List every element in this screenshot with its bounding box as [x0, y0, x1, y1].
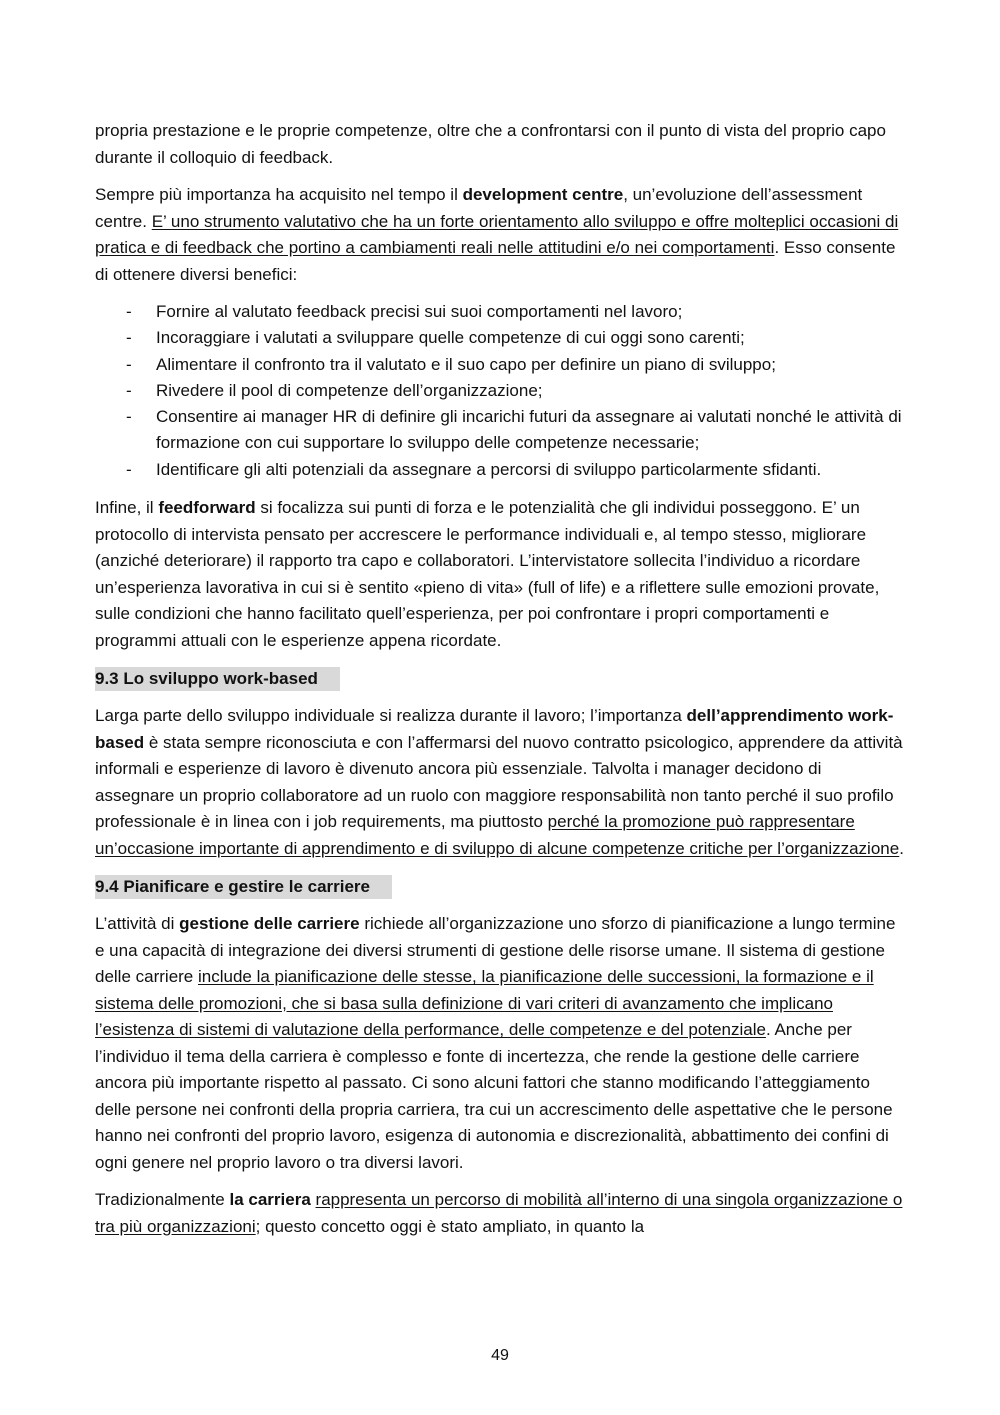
list-bullet: -: [126, 302, 132, 321]
term-career: la carriera: [229, 1190, 311, 1210]
list-bullet: -: [126, 407, 132, 427]
paragraph-feedforward: Infine, il feedforward si focalizza sui punti di forza e le potenzialità che gli individui posseggono. E’ un protocollo di intervista pensato per accrescere le performance individuali e, al tempo stesso, migliorare (anziché deteriorare) il rapporto tra capo e collaboratori. L’intervistatore sollecita l’individuo a ricordare un’esperienza lavorativa in cui si è sentito «pieno di vita» (full of life) e a riflettere sulle emozioni provate, sulle condizioni che hanno facilitato quell’esperienza, per poi confrontare i propri comportamenti e programmi attuali con le esperienze appena ricordate.: [95, 498, 880, 650]
benefits-list: [95, 299, 905, 483]
paragraph-career-management: L’attività di gestione delle carriere richiede all’organizzazione uno sforzo di pianificazione a lungo termine e una capacità di integrazione dei diversi strumenti di gestione delle risorse umane. Il sistema di gestione delle carriere include la pianificazione delle stesse, la pianificazione delle successioni, la formazione e il sistema delle promozioni, che si basa sulla definizione di vari criteri di avanzamento che implicano l’esistenza di sistemi di valutazione della performance, delle competenze e del potenziale. Anche per l’individuo il tema della carriera è complesso e fonte di incertezza, che rende la gestione delle carriere ancora più importante rispetto al passato. Ci sono alcuni fattori che stanno modificando l’atteggiamento delle persone nei confronti della propria carriera, tra cui un accrescimento delle aspettative che le persone hanno nei confronti del proprio lavoro, esigenza di autonomia e discrezionalità, abbattimento dei confini di ogni genere nel proprio lavoro o tra diversi lavori.: [95, 914, 896, 1172]
paragraph-development-centre: Sempre più importanza ha acquisito nel tempo il development centre, un’evoluzione dell’assessment centre. E’ uno strumento valutativo che ha un forte orientamento allo sviluppo e offre molteplici occasioni di pratica e di feedback che portino a cambiamenti reali nelle attitudini e/o nei comportamenti. Esso consente di ottenere diversi benefici:: [95, 185, 899, 284]
underlined-career-mobility: rappresenta un percorso di mobilità all’interno di una singola organizzazione o tra più organizzazioni: [95, 1190, 903, 1236]
list-bullet: -: [126, 354, 132, 374]
list-bullet: -: [126, 380, 132, 400]
paragraph-career-definition: Tradizionalmente la carriera rappresenta un percorso di mobilità all’interno di una singola organizzazione o tra più organizzazioni; questo concetto oggi è stato ampliato, in quanto la: [95, 1190, 903, 1236]
term-development-centre: development centre: [462, 185, 624, 204]
list-item: - Consentire ai manager HR di definire gli incarichi futuri da assegnare ai valutati nonché le attività di formazione con cui supportare lo sviluppo delle competenze necessarie;: [95, 404, 905, 457]
term-career-management: gestione delle carriere: [179, 914, 360, 934]
underlined-promotion: perché la promozione può rappresentare un’occasione importante di apprendimento e di sviluppo di alcune competenze critiche per l’organizzazione: [95, 812, 900, 858]
paragraph-work-based: Larga parte dello sviluppo individuale si realizza durante il lavoro; l’importanza dell’apprendimento work-based è stata sempre riconosciuta e con l’affermarsi del nuovo contratto psicologico, apprendere da attività informali e esperienze di lavoro è divenuto ancora più essenziale. Talvolta i manager decidono di assegnare un proprio collaboratore ad un ruolo con maggiore responsabilità non tanto perché il suo profilo professionale è in linea con i job requirements, ma piuttosto perché la promozione può rappresentare un’occasione importante di apprendimento e di sviluppo di alcune competenze critiche per l’organizzazione.: [95, 706, 904, 858]
list-item: - Alimentare il confronto tra il valutato e il suo capo per definire un piano di sviluppo;: [95, 352, 905, 378]
term-work-based: dell’apprendimento work-based: [95, 706, 894, 752]
section-heading-9-3: 9.3 Lo sviluppo work-based: [95, 667, 340, 691]
term-feedforward: feedforward: [158, 498, 256, 518]
list-bullet: -: [126, 459, 132, 479]
underlined-definition: E’ uno strumento valutativo che ha un forte orientamento allo sviluppo e offre molteplici occasioni di pratica e di feedback che portino a cambiamenti reali nelle attitudini e/o nei comportamenti: [95, 211, 899, 257]
paragraph-intro-continued: propria prestazione e le proprie competenze, oltre che a confrontarsi con il punto di vista del proprio capo durante il colloquio di feedback.: [95, 121, 886, 167]
section-heading-9-4: 9.4 Pianificare e gestire le carriere: [95, 875, 392, 899]
list-item: - Fornire al valutato feedback precisi sui suoi comportamenti nel lavoro;: [95, 299, 905, 325]
list-item: - Incoraggiare i valutati a sviluppare quelle competenze di cui oggi sono carenti;: [95, 325, 905, 351]
list-item: - Rivedere il pool di competenze dell’organizzazione;: [95, 378, 905, 404]
underlined-career-system: include la pianificazione delle stesse, la pianificazione delle successioni, la formazione e il sistema delle promozioni, che si basa sulla definizione di vari criteri di avanzamento che implicano l’esistenza di sistemi di valutazione della performance, delle competenze e del potenziale: [95, 967, 874, 1040]
list-bullet: -: [126, 328, 132, 348]
list-item: - Identificare gli alti potenziali da assegnare a percorsi di sviluppo particolarmente sfidanti.: [95, 457, 905, 483]
page-body: [95, 118, 905, 1251]
page-number: 49: [491, 1347, 509, 1364]
